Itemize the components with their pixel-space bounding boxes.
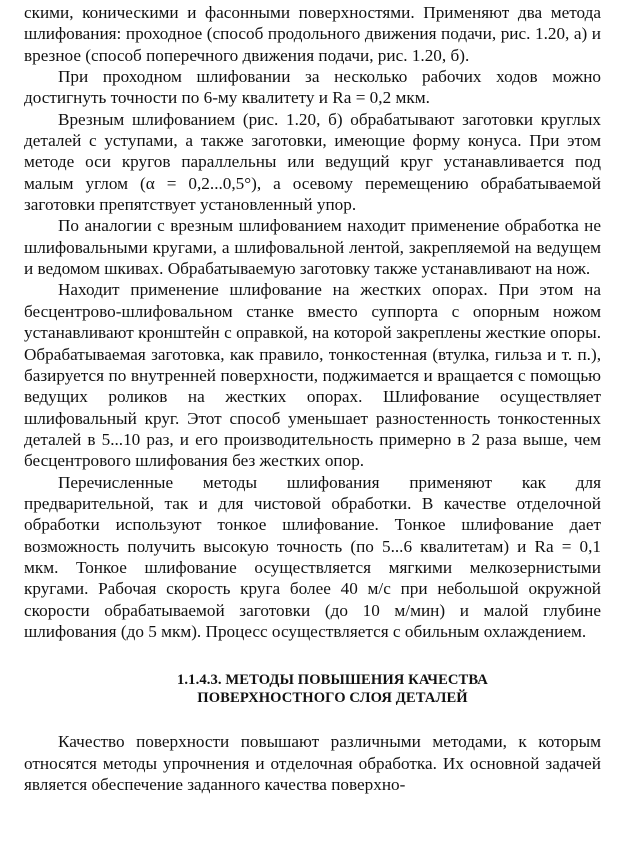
paragraph-rigid-supports: Находит применение шлифование на жестких опорах. При этом на бесцентрово-шлифовальном станке вместо суппорта с опорным ножом устанавливают кронштейн с оправкой, на которой закреплены жесткие опоры. Обрабатываемая заготовка, как правило, тонкостенная (втулка, гильза и т. п.), базируется по внутренней поверхности, поджимается и вращается с помощью ведущих роликов на жестких опорах. Шлифование осуществляет шлифовальный круг. Этот способ уменьшает разностенность тонкостенных деталей в 5...10 раз, и его производительность примерно в 2 раза выше, чем бесцентрового шлифования без жестких опор. <box>24 280 601 471</box>
paragraph-belt-grinding: По аналогии с врезным шлифованием находит применение обработка не шлифовальными кругами, а шлифовальной лентой, закрепляемой на ведущем и ведомом шкивах. Обрабатываемую заготовку также устанавливают на нож. <box>24 216 601 279</box>
paragraph-fine-grinding: Перечисленные методы шлифования применяют как для предварительной, так и для чистовой обработки. В качестве отделочной обработки используют тонкое шлифование. Тонкое шлифование дает возможность получить высокую точность (по 5...6 квалитетам) и Ra = 0,1 мкм. Тонкое шлифование осуществляется мягкими мелкозернистыми кругами. Рабочая скорость круга более 40 м/с при небольшой окружной скорости обрабатываемой заготовки (до 10 м/мин) и малой глубине шлифования (до 5 мкм). Процесс осуществляется с обильным охлаждением. <box>24 472 601 641</box>
section-heading-line-1: 1.1.4.3. МЕТОДЫ ПОВЫШЕНИЯ КАЧЕСТВА <box>177 672 488 689</box>
paragraph-surface-quality: Качество поверхности повышают различными методами, к которым относятся методы упрочнения и отделочная обработка. Их основной задачей является обеспечение заданного качества поверхно- <box>24 732 601 794</box>
section-heading-line-2: ПОВЕРХНОСТНОГО СЛОЯ ДЕТАЛЕЙ <box>197 689 468 706</box>
paragraph-through-feed-grinding: При проходном шлифовании за несколько рабочих ходов можно достигнуть точности по 6-му квалитету и Ra = 0,2 мкм. <box>24 67 601 108</box>
section-heading <box>24 672 601 707</box>
paragraph-plunge-grinding: Врезным шлифованием (рис. 1.20, б) обрабатывают заготовки круглых деталей с уступами, а также заготовки, имеющие форму конуса. При этом методе оси кругов параллельны или ведущий круг устанавливается под малым углом (α = 0,2...0,5°), а осевому перемещению обрабатываемой заготовки препятствует установленный упор. <box>24 109 601 215</box>
document-page <box>24 2 601 795</box>
paragraph-intro-continuation: скими, коническими и фасонными поверхностями. Применяют два метода шлифования: проходное (способ продольного движения подачи, рис. 1.20, а) и врезное (способ поперечного движения подачи, рис. 1.20, б). <box>24 3 601 65</box>
